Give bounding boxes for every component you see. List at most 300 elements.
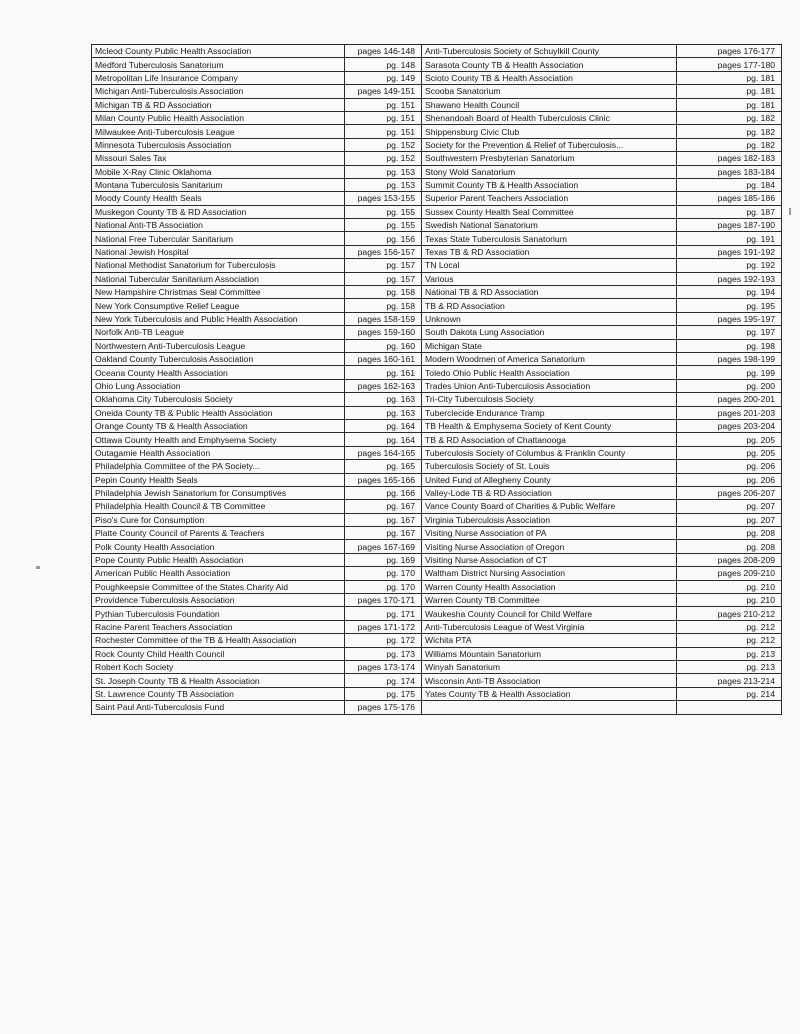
page-reference: pg. 184 — [677, 178, 782, 191]
organization-name: American Public Health Association — [92, 567, 345, 580]
index-row — [92, 607, 422, 620]
page-reference: pg. 165 — [345, 460, 422, 473]
index-row — [422, 192, 782, 205]
organization-name: Vance County Board of Charities & Public Welfare — [422, 500, 677, 513]
organization-name — [422, 701, 677, 714]
page-reference: pg. 170 — [345, 580, 422, 593]
index-row — [92, 446, 422, 459]
organization-name: Summit County TB & Health Association — [422, 178, 677, 191]
index-row — [92, 339, 422, 352]
index-row — [422, 513, 782, 526]
index-row — [92, 326, 422, 339]
page-reference: pages 158-159 — [345, 312, 422, 325]
page-reference: pg. 167 — [345, 527, 422, 540]
page-reference: pg. 192 — [677, 259, 782, 272]
organization-name: Providence Tuberculosis Association — [92, 594, 345, 607]
index-row — [92, 111, 422, 124]
page-reference: pg. 153 — [345, 178, 422, 191]
organization-name: Scioto County TB & Health Association — [422, 71, 677, 84]
page-reference: pages 173-174 — [345, 660, 422, 673]
index-row — [422, 460, 782, 473]
page-reference: pages 171-172 — [345, 620, 422, 633]
page-reference: pg. 160 — [345, 339, 422, 352]
page-reference: pg. 169 — [345, 553, 422, 566]
index-row — [422, 71, 782, 84]
organization-name: Milwaukee Anti-Tuberculosis League — [92, 125, 345, 138]
index-row — [92, 312, 422, 325]
organization-name: Metropolitan Life Insurance Company — [92, 71, 345, 84]
page-reference: pages 198-199 — [677, 352, 782, 365]
page-reference: pg. 153 — [345, 165, 422, 178]
organization-name: Pythian Tuberculosis Foundation — [92, 607, 345, 620]
organization-name: Norfolk Anti-TB League — [92, 326, 345, 339]
organization-name: Sarasota County TB & Health Association — [422, 58, 677, 71]
index-row — [422, 259, 782, 272]
page-reference: pages 149-151 — [345, 85, 422, 98]
index-table-right — [421, 44, 782, 715]
page-reference: pg. 158 — [345, 299, 422, 312]
organization-name: TB & RD Association of Chattanooga — [422, 433, 677, 446]
page-reference: pg. 156 — [345, 232, 422, 245]
index-row — [92, 701, 422, 714]
page-reference: pages 146-148 — [345, 45, 422, 58]
page-reference: pg. 205 — [677, 446, 782, 459]
index-row — [92, 594, 422, 607]
organization-name: Toledo Ohio Public Health Association — [422, 366, 677, 379]
organization-name: Tuberclecide Endurance Tramp — [422, 406, 677, 419]
index-row — [422, 419, 782, 432]
organization-name: Rock County Child Health Council — [92, 647, 345, 660]
organization-name: Trades Union Anti-Tuberculosis Association — [422, 379, 677, 392]
index-row — [422, 406, 782, 419]
organization-name: Anti-Tuberculosis Society of Schuylkill County — [422, 45, 677, 58]
organization-name: Saint Paul Anti-Tuberculosis Fund — [92, 701, 345, 714]
page-reference: pg. 214 — [677, 687, 782, 700]
index-row — [92, 527, 422, 540]
page-reference: pages 201-203 — [677, 406, 782, 419]
index-row — [422, 500, 782, 513]
index-row — [422, 620, 782, 633]
organization-name: New York Tuberculosis and Public Health Association — [92, 312, 345, 325]
page-reference: pg. 151 — [345, 98, 422, 111]
page-reference: pg. 191 — [677, 232, 782, 245]
page-reference: pg. 163 — [345, 393, 422, 406]
organization-name: Outagamie Health Association — [92, 446, 345, 459]
index-row — [422, 326, 782, 339]
organization-name: Visiting Nurse Association of PA — [422, 527, 677, 540]
page-reference: pg. 213 — [677, 647, 782, 660]
organization-name: National Jewish Hospital — [92, 245, 345, 258]
index-row — [422, 245, 782, 258]
index-row — [422, 393, 782, 406]
organization-name: Medford Tuberculosis Sanatorium — [92, 58, 345, 71]
index-row — [92, 379, 422, 392]
page-reference: pg. 175 — [345, 687, 422, 700]
page-reference: pg. 167 — [345, 513, 422, 526]
organization-name: Waukesha County Council for Child Welfare — [422, 607, 677, 620]
index-row — [92, 71, 422, 84]
index-row — [92, 152, 422, 165]
organization-name: Modern Woodmen of America Sanatorium — [422, 352, 677, 365]
index-row — [422, 687, 782, 700]
index-row — [92, 58, 422, 71]
organization-name: Platte County Council of Parents & Teachers — [92, 527, 345, 540]
organization-name: Montana Tuberculosis Sanitarium — [92, 178, 345, 191]
organization-name: Oceana County Health Association — [92, 366, 345, 379]
page-reference: pg. 195 — [677, 299, 782, 312]
index-row — [422, 607, 782, 620]
page-reference: pg. 182 — [677, 138, 782, 151]
organization-name: Michigan Anti-Tuberculosis Association — [92, 85, 345, 98]
page-reference: pg. 181 — [677, 71, 782, 84]
page-reference: pg. 166 — [345, 486, 422, 499]
page-reference: pages 156-157 — [345, 245, 422, 258]
organization-name: Wisconsin Anti-TB Association — [422, 674, 677, 687]
index-row — [92, 473, 422, 486]
index-table-left — [91, 44, 422, 715]
index-table-left-body — [92, 45, 422, 715]
page-reference: pages 175-176 — [345, 701, 422, 714]
index-row — [422, 473, 782, 486]
page-reference: pg. 164 — [345, 433, 422, 446]
organization-name: Muskegon County TB & RD Association — [92, 205, 345, 218]
index-row — [92, 486, 422, 499]
index-row — [92, 366, 422, 379]
organization-name: Shawano Health Council — [422, 98, 677, 111]
index-row — [92, 647, 422, 660]
organization-name: Superior Parent Teachers Association — [422, 192, 677, 205]
index-row — [92, 45, 422, 58]
organization-name: Poughkeepsie Committee of the States Charity Aid — [92, 580, 345, 593]
index-row — [422, 205, 782, 218]
organization-name: United Fund of Allegheny County — [422, 473, 677, 486]
index-row — [422, 527, 782, 540]
page-reference: pages 160-161 — [345, 352, 422, 365]
page-reference: pages 183-184 — [677, 165, 782, 178]
index-row — [422, 125, 782, 138]
index-row — [422, 352, 782, 365]
page-reference: pg. 158 — [345, 286, 422, 299]
scan-mark — [789, 208, 791, 215]
organization-name: Sussex County Health Seal Committee — [422, 205, 677, 218]
page-reference: pages 162-163 — [345, 379, 422, 392]
index-row — [422, 701, 782, 714]
page-reference: pages 203-204 — [677, 419, 782, 432]
organization-name: Society for the Prevention & Relief of Tuberculosis... — [422, 138, 677, 151]
organization-name: Philadelphia Committee of the PA Society... — [92, 460, 345, 473]
index-row — [422, 178, 782, 191]
scan-mark — [36, 566, 40, 569]
page-reference: pages 185-186 — [677, 192, 782, 205]
index-row — [92, 406, 422, 419]
page-reference: pg. 171 — [345, 607, 422, 620]
index-row — [422, 312, 782, 325]
page-reference: pg. 164 — [345, 419, 422, 432]
organization-name: Northwestern Anti-Tuberculosis League — [92, 339, 345, 352]
organization-name: Piso's Cure for Consumption — [92, 513, 345, 526]
index-row — [92, 674, 422, 687]
index-row — [92, 219, 422, 232]
organization-name: Moody County Health Seals — [92, 192, 345, 205]
index-row — [92, 232, 422, 245]
index-row — [92, 419, 422, 432]
index-row — [92, 299, 422, 312]
index-row — [422, 446, 782, 459]
page-reference: pg. 198 — [677, 339, 782, 352]
index-row — [92, 634, 422, 647]
organization-name: Philadelphia Jewish Sanatorium for Consumptives — [92, 486, 345, 499]
index-row — [422, 152, 782, 165]
index-row — [92, 245, 422, 258]
index-row — [92, 393, 422, 406]
page-reference: pg. 155 — [345, 205, 422, 218]
page-reference: pg. 205 — [677, 433, 782, 446]
page-reference: pg. 157 — [345, 272, 422, 285]
page-reference: pg. 151 — [345, 125, 422, 138]
organization-name: National Anti-TB Association — [92, 219, 345, 232]
index-row — [92, 580, 422, 593]
index-row — [92, 620, 422, 633]
index-row — [422, 366, 782, 379]
page-reference: pages 182-183 — [677, 152, 782, 165]
organization-name: Michigan State — [422, 339, 677, 352]
organization-name: Valley-Lode TB & RD Association — [422, 486, 677, 499]
organization-name: Southwestern Presbyterian Sanatorium — [422, 152, 677, 165]
organization-name: Tuberculosis Society of Columbus & Franklin County — [422, 446, 677, 459]
index-row — [422, 45, 782, 58]
page-reference: pages 200-201 — [677, 393, 782, 406]
organization-name: Anti-Tuberculosis League of West Virginia — [422, 620, 677, 633]
index-row — [92, 553, 422, 566]
organization-name: Shippensburg Civic Club — [422, 125, 677, 138]
organization-name: Winyah Sanatorium — [422, 660, 677, 673]
organization-name: TB & RD Association — [422, 299, 677, 312]
organization-name: Pepin County Health Seals — [92, 473, 345, 486]
page-reference: pages 167-169 — [345, 540, 422, 553]
index-row — [422, 540, 782, 553]
index-row — [92, 567, 422, 580]
page-reference: pg. 149 — [345, 71, 422, 84]
page-reference: pg. 182 — [677, 111, 782, 124]
organization-name: TB Health & Emphysema Society of Kent County — [422, 419, 677, 432]
organization-name: Ottawa County Health and Emphysema Society — [92, 433, 345, 446]
organization-name: Visiting Nurse Association of Oregon — [422, 540, 677, 553]
index-row — [92, 540, 422, 553]
index-row — [422, 674, 782, 687]
organization-name: New York Consumptive Relief League — [92, 299, 345, 312]
index-row — [92, 192, 422, 205]
organization-name: Visiting Nurse Association of CT — [422, 553, 677, 566]
page-reference: pages 159-160 — [345, 326, 422, 339]
page-reference: pg. 208 — [677, 527, 782, 540]
organization-name: Polk County Health Association — [92, 540, 345, 553]
page-reference: pg. 208 — [677, 540, 782, 553]
index-row — [422, 272, 782, 285]
page-reference: pages 210-212 — [677, 607, 782, 620]
page-reference: pages 153-155 — [345, 192, 422, 205]
index-row — [92, 286, 422, 299]
page-reference: pg. 212 — [677, 634, 782, 647]
index-row — [422, 85, 782, 98]
index-row — [92, 125, 422, 138]
page-reference: pages 164-165 — [345, 446, 422, 459]
organization-name: St. Joseph County TB & Health Association — [92, 674, 345, 687]
page-reference: pg. 197 — [677, 326, 782, 339]
index-row — [92, 513, 422, 526]
organization-name: Tuberculosis Society of St. Louis — [422, 460, 677, 473]
organization-name: Michigan TB & RD Association — [92, 98, 345, 111]
index-row — [92, 660, 422, 673]
organization-name: Mcleod County Public Health Association — [92, 45, 345, 58]
organization-name: Swedish National Sanatorium — [422, 219, 677, 232]
organization-name: Wichita PTA — [422, 634, 677, 647]
organization-name: Texas State Tuberculosis Sanatorium — [422, 232, 677, 245]
index-row — [422, 594, 782, 607]
index-row — [92, 205, 422, 218]
organization-name: Philadelphia Health Council & TB Committee — [92, 500, 345, 513]
page-reference: pg. 151 — [345, 111, 422, 124]
organization-name: Milan County Public Health Association — [92, 111, 345, 124]
page-reference: pages 195-197 — [677, 312, 782, 325]
organization-name: TN Local — [422, 259, 677, 272]
page-reference: pg. 181 — [677, 98, 782, 111]
index-row — [92, 272, 422, 285]
index-row — [422, 299, 782, 312]
index-table-right-body — [422, 45, 782, 715]
organization-name: Waltham District Nursing Association — [422, 567, 677, 580]
page-reference: pages 206-207 — [677, 486, 782, 499]
index-row — [422, 634, 782, 647]
organization-name: Racine Parent Teachers Association — [92, 620, 345, 633]
index-page — [91, 44, 781, 714]
organization-name: Mobile X-Ray Clinic Oklahoma — [92, 165, 345, 178]
organization-name: Williams Mountain Sanatorium — [422, 647, 677, 660]
page-reference: pg. 172 — [345, 634, 422, 647]
organization-name: National Free Tubercular Sanitarium — [92, 232, 345, 245]
index-row — [422, 660, 782, 673]
organization-name: Oneida County TB & Public Health Association — [92, 406, 345, 419]
page-reference: pg. 200 — [677, 379, 782, 392]
index-row — [422, 379, 782, 392]
index-row — [422, 138, 782, 151]
page-reference: pg. 152 — [345, 152, 422, 165]
index-row — [92, 433, 422, 446]
page-reference: pg. 181 — [677, 85, 782, 98]
page-reference: pg. 174 — [345, 674, 422, 687]
organization-name: Stony Wold Sanatorium — [422, 165, 677, 178]
organization-name: Pope County Public Health Association — [92, 553, 345, 566]
page-reference: pages 208-209 — [677, 553, 782, 566]
index-row — [422, 219, 782, 232]
organization-name: National TB & RD Association — [422, 286, 677, 299]
index-row — [92, 259, 422, 272]
page-reference: pages 187-190 — [677, 219, 782, 232]
index-row — [422, 232, 782, 245]
page-reference: pg. 194 — [677, 286, 782, 299]
organization-name: National Tubercular Sanitarium Association — [92, 272, 345, 285]
organization-name: Ohio Lung Association — [92, 379, 345, 392]
page-reference: pg. 157 — [345, 259, 422, 272]
organization-name: Robert Koch Society — [92, 660, 345, 673]
index-row — [422, 433, 782, 446]
page-reference: pg. 155 — [345, 219, 422, 232]
index-row — [422, 553, 782, 566]
organization-name: Rochester Committee of the TB & Health Association — [92, 634, 345, 647]
page-reference — [677, 701, 782, 714]
page-reference: pg. 161 — [345, 366, 422, 379]
index-row — [422, 165, 782, 178]
index-row — [422, 486, 782, 499]
index-row — [92, 460, 422, 473]
organization-name: Various — [422, 272, 677, 285]
page-reference: pages 191-192 — [677, 245, 782, 258]
page-reference: pages 209-210 — [677, 567, 782, 580]
page-reference: pages 213-214 — [677, 674, 782, 687]
organization-name: Oklahoma City Tuberculosis Society — [92, 393, 345, 406]
organization-name: Yates County TB & Health Association — [422, 687, 677, 700]
organization-name: Warren County Health Association — [422, 580, 677, 593]
organization-name: Minnesota Tuberculosis Association — [92, 138, 345, 151]
index-row — [422, 111, 782, 124]
organization-name: Unknown — [422, 312, 677, 325]
organization-name: Oakland County Tuberculosis Association — [92, 352, 345, 365]
index-row — [422, 98, 782, 111]
organization-name: South Dakota Lung Association — [422, 326, 677, 339]
organization-name: Warren County TB Committee — [422, 594, 677, 607]
index-row — [92, 85, 422, 98]
page-reference: pg. 170 — [345, 567, 422, 580]
index-row — [422, 339, 782, 352]
index-row — [422, 647, 782, 660]
page-reference: pages 176-177 — [677, 45, 782, 58]
organization-name: Missouri Sales Tax — [92, 152, 345, 165]
page-reference: pg. 213 — [677, 660, 782, 673]
index-row — [92, 165, 422, 178]
organization-name: Shenandoah Board of Health Tuberculosis Clinic — [422, 111, 677, 124]
index-row — [422, 286, 782, 299]
organization-name: Orange County TB & Health Association — [92, 419, 345, 432]
page-reference: pg. 182 — [677, 125, 782, 138]
organization-name: St. Lawrence County TB Association — [92, 687, 345, 700]
index-row — [92, 500, 422, 513]
index-row — [92, 98, 422, 111]
page-reference: pg. 148 — [345, 58, 422, 71]
organization-name: New Hampshire Christmas Seal Committee — [92, 286, 345, 299]
page-reference: pg. 152 — [345, 138, 422, 151]
organization-name: Virginia Tuberculosis Association — [422, 513, 677, 526]
index-row — [92, 178, 422, 191]
index-row — [422, 58, 782, 71]
page-reference: pages 165-166 — [345, 473, 422, 486]
organization-name: Texas TB & RD Association — [422, 245, 677, 258]
page-reference: pg. 207 — [677, 500, 782, 513]
page-reference: pg. 212 — [677, 620, 782, 633]
index-row — [92, 687, 422, 700]
page-reference: pg. 187 — [677, 205, 782, 218]
organization-name: National Methodist Sanatorium for Tuberculosis — [92, 259, 345, 272]
page-reference: pg. 210 — [677, 594, 782, 607]
page-reference: pg. 199 — [677, 366, 782, 379]
page-reference: pages 177-180 — [677, 58, 782, 71]
index-row — [92, 352, 422, 365]
page-reference: pg. 206 — [677, 460, 782, 473]
page-reference: pg. 206 — [677, 473, 782, 486]
index-row — [92, 138, 422, 151]
index-row — [422, 567, 782, 580]
page-reference: pg. 173 — [345, 647, 422, 660]
organization-name: Tri-City Tuberculosis Society — [422, 393, 677, 406]
page-reference: pg. 167 — [345, 500, 422, 513]
